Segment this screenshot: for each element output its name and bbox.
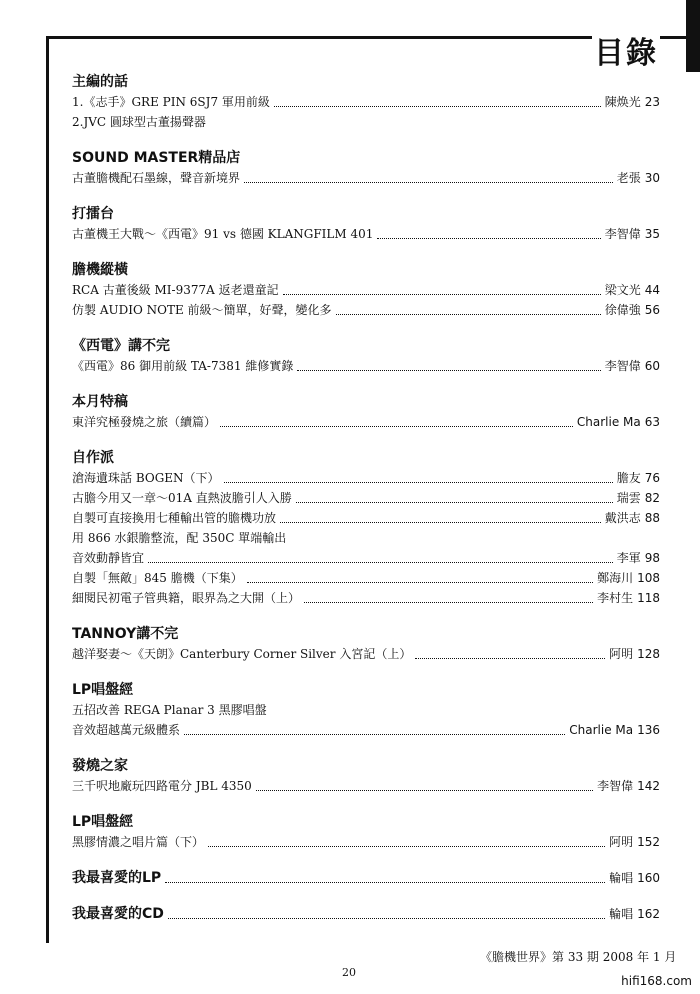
- toc-entry-line: 用 866 水銀膽整流，配 350C 單端輸出: [72, 531, 287, 545]
- toc-entry[interactable]: [72, 412, 660, 432]
- entry-page: 63: [644, 415, 660, 429]
- toc-entry[interactable]: [72, 280, 660, 300]
- toc-section: [72, 866, 660, 888]
- entry-author: 瑞雲: [616, 491, 641, 505]
- toc-entry[interactable]: [72, 548, 660, 568]
- entry-page: 128: [637, 647, 660, 661]
- section-gap: [72, 244, 660, 258]
- section-title: 膽機縱橫: [72, 262, 128, 278]
- entry-page: 162: [637, 907, 660, 921]
- entry-author: 李智偉: [604, 227, 641, 241]
- leader-dots: [415, 658, 605, 659]
- leader-dots: [256, 790, 593, 791]
- entry-title: 古董膽機配石墨線，聲音新境界: [72, 171, 241, 185]
- toc-section: [72, 902, 660, 924]
- entry-author: 阿明: [609, 835, 634, 849]
- toc-entry[interactable]: [72, 866, 660, 888]
- entry-title: 古董機王大戰～《西電》91 vs 德國 KLANGFILM 401: [72, 227, 374, 241]
- toc-entry[interactable]: [72, 488, 660, 508]
- entry-author: Charlie Ma: [576, 415, 641, 429]
- section-gap: [72, 320, 660, 334]
- toc-entry[interactable]: [72, 568, 660, 588]
- entry-title: 自製可直接換用七種輸出管的膽機功放: [72, 511, 277, 525]
- entry-page: 35: [644, 227, 660, 241]
- entry-page: 56: [644, 303, 660, 317]
- entry-author: 徐偉強: [604, 303, 641, 317]
- section-title: 《西電》講不完: [72, 338, 170, 354]
- entry-title: 細閱民初電子管典籍，眼界為之大開（上）: [72, 591, 301, 605]
- entry-page: 76: [644, 471, 660, 485]
- leader-dots: [148, 562, 613, 563]
- toc-entry[interactable]: [72, 776, 660, 796]
- section-gap: [72, 432, 660, 446]
- leader-dots: [208, 846, 605, 847]
- entry-page: 152: [637, 835, 660, 849]
- entry-title: RCA 古董後級 MI-9377A 返老還童記: [72, 283, 279, 297]
- entry-author: 阿明: [609, 647, 634, 661]
- toc-section: [72, 205, 660, 244]
- section-gap: [72, 132, 660, 146]
- entry-author: 梁文光: [604, 283, 641, 297]
- entry-page: 136: [637, 723, 660, 737]
- entry-page: 98: [644, 551, 660, 565]
- section-title: LP唱盤經: [72, 682, 134, 698]
- section-title: 主編的話: [72, 74, 128, 90]
- section-title: LP唱盤經: [72, 814, 134, 830]
- page-number: 20: [342, 966, 356, 979]
- table-of-contents: [72, 70, 660, 938]
- entry-page: 118: [637, 591, 660, 605]
- entry-author: 戴洪志: [604, 511, 641, 525]
- toc-entry[interactable]: [72, 468, 660, 488]
- leader-dots: [184, 734, 565, 735]
- watermark: hifi168.com: [621, 974, 692, 988]
- entry-title: 黑膠情濃之唱片篇（下）: [72, 835, 205, 849]
- toc-entry[interactable]: [72, 644, 660, 664]
- entry-author: 李村生: [597, 591, 634, 605]
- toc-entry-line: 五招改善 REGA Planar 3 黑膠唱盤: [72, 703, 267, 717]
- section-gap: [72, 740, 660, 754]
- entry-author: 李智偉: [604, 359, 641, 373]
- section-gap: [72, 188, 660, 202]
- section-title: SOUND MASTER精品店: [72, 150, 241, 166]
- entry-page: 160: [637, 871, 660, 885]
- section-title: 自作派: [72, 450, 114, 466]
- section-gap: [72, 852, 660, 866]
- entry-title: 自製「無敵」845 膽機（下集）: [72, 571, 243, 585]
- toc-section: [72, 813, 660, 852]
- section-title: 發燒之家: [72, 758, 128, 774]
- toc-entry-line: 2.JVC 圓球型古董揚聲器: [72, 115, 206, 129]
- leader-dots: [224, 482, 613, 483]
- entry-title: 《西電》86 御用前級 TA-7381 維修實錄: [72, 359, 294, 373]
- leader-dots: [168, 918, 605, 919]
- leader-dots: [377, 238, 600, 239]
- entry-author: Charlie Ma: [569, 723, 634, 737]
- entry-author: 膽友: [616, 471, 641, 485]
- leader-dots: [247, 582, 593, 583]
- section-gap: [72, 664, 660, 678]
- toc-entry[interactable]: [72, 508, 660, 528]
- entry-author: 李智偉: [597, 779, 634, 793]
- entry-title: 越洋娶妻～《天朗》Canterbury Corner Silver 入宮記（上）: [72, 647, 412, 661]
- entry-title: 東洋究極發燒之旅（續篇）: [72, 415, 217, 429]
- section-gap: [72, 376, 660, 390]
- leader-dots: [283, 294, 601, 295]
- footer-issue: 《膽機世界》第 33 期 2008 年 1 月: [480, 950, 677, 964]
- toc-section: [72, 261, 660, 320]
- entry-page: 88: [644, 511, 660, 525]
- toc-entry[interactable]: [72, 92, 660, 112]
- leader-dots: [274, 106, 601, 107]
- toc-section: [72, 337, 660, 376]
- toc-entry[interactable]: [72, 300, 660, 320]
- entry-page: 30: [644, 171, 660, 185]
- toc-section: [72, 449, 660, 608]
- entry-title: 滄海遺珠話 BOGEN（下）: [72, 471, 220, 485]
- leader-dots: [220, 426, 573, 427]
- section-title: 打擂台: [72, 206, 114, 222]
- toc-section: [72, 625, 660, 664]
- entry-author: 輪唱: [609, 871, 634, 885]
- entry-title: 音效動靜皆宜: [72, 551, 145, 565]
- leader-dots: [336, 314, 601, 315]
- entry-page: 44: [644, 283, 660, 297]
- toc-entry[interactable]: [72, 832, 660, 852]
- section-title: 我最喜愛的LP: [72, 870, 162, 886]
- leader-dots: [304, 602, 593, 603]
- section-title: TANNOY講不完: [72, 626, 179, 642]
- page-title: 目錄: [594, 36, 658, 71]
- entry-author: 李軍: [616, 551, 641, 565]
- section-title: 本月特稿: [72, 394, 128, 410]
- toc-section: [72, 393, 660, 432]
- section-gap: [72, 924, 660, 938]
- toc-section: [72, 149, 660, 188]
- entry-title: 1.《志手》GRE PIN 6SJ7 軍用前級: [72, 95, 270, 109]
- entry-author: 鄭海川: [597, 571, 634, 585]
- entry-page: 82: [644, 491, 660, 505]
- section-gap: [72, 888, 660, 902]
- toc-entry[interactable]: [72, 588, 660, 608]
- entry-page: 23: [644, 95, 660, 109]
- toc-entry[interactable]: [72, 356, 660, 376]
- entry-title: 三千呎地廠玩四路電分 JBL 4350: [72, 779, 252, 793]
- entry-page: 108: [637, 571, 660, 585]
- entry-title: 古膽今用又一章～01A 直熱波膽引人入勝: [72, 491, 292, 505]
- leader-dots: [296, 502, 613, 503]
- toc-entry[interactable]: [72, 902, 660, 924]
- entry-author: 輪唱: [609, 907, 634, 921]
- section-title: 我最喜愛的CD: [72, 906, 164, 922]
- toc-section: [72, 757, 660, 796]
- leader-dots: [244, 182, 613, 183]
- leader-dots: [280, 522, 601, 523]
- leader-dots: [165, 882, 605, 883]
- toc-section: [72, 681, 660, 740]
- entry-title: 仿製 AUDIO NOTE 前級～簡單，好聲，變化多: [72, 303, 332, 317]
- entry-author: 陳焕光: [604, 95, 641, 109]
- entry-page: 60: [644, 359, 660, 373]
- toc-entry[interactable]: [72, 224, 660, 244]
- leader-dots: [297, 370, 600, 371]
- entry-author: 老張: [616, 171, 641, 185]
- toc-section: [72, 73, 660, 132]
- section-gap: [72, 608, 660, 622]
- entry-page: 142: [637, 779, 660, 793]
- title-box: [592, 36, 660, 72]
- toc-entry[interactable]: [72, 720, 660, 740]
- section-gap: [72, 796, 660, 810]
- toc-entry[interactable]: [72, 168, 660, 188]
- entry-title: 音效超越萬元級體系: [72, 723, 181, 737]
